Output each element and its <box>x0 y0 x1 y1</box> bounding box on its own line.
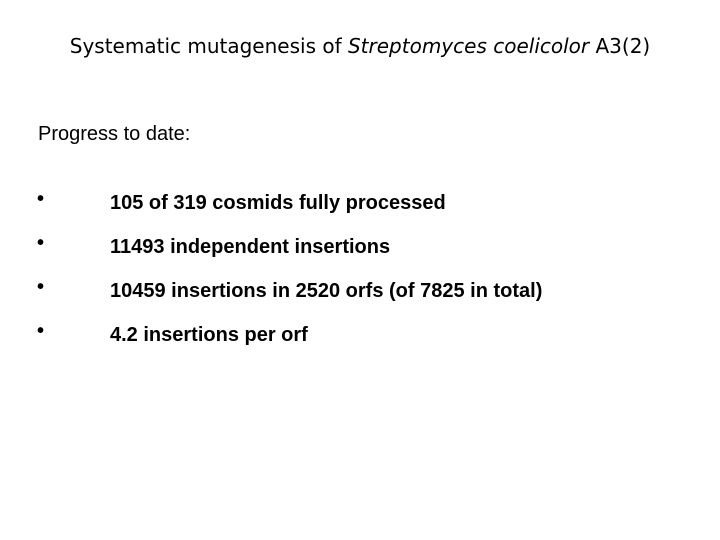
bullet-marker: • <box>37 188 45 210</box>
section-heading: Progress to date: <box>38 123 191 145</box>
bullet-text: 4.2 insertions per orf <box>110 324 308 346</box>
bullet-item <box>0 274 720 318</box>
bullet-text: 105 of 319 cosmids fully processed <box>110 192 446 214</box>
bullet-text: 10459 insertions in 2520 orfs (of 7825 in total) <box>110 280 543 302</box>
title-suffix: A3(2) <box>589 34 651 58</box>
bullet-text: 11493 independent insertions <box>110 236 391 258</box>
bullet-marker: • <box>37 232 45 254</box>
bullet-item <box>0 318 720 362</box>
bullet-item <box>0 186 720 230</box>
bullet-marker: • <box>37 276 45 298</box>
title-organism: Streptomyces coelicolor <box>347 34 590 58</box>
bullet-marker: • <box>37 320 45 342</box>
slide-title <box>0 34 720 58</box>
bullet-item <box>0 230 720 274</box>
bullet-list <box>0 186 720 362</box>
title-prefix: Systematic mutagenesis of <box>69 34 348 58</box>
